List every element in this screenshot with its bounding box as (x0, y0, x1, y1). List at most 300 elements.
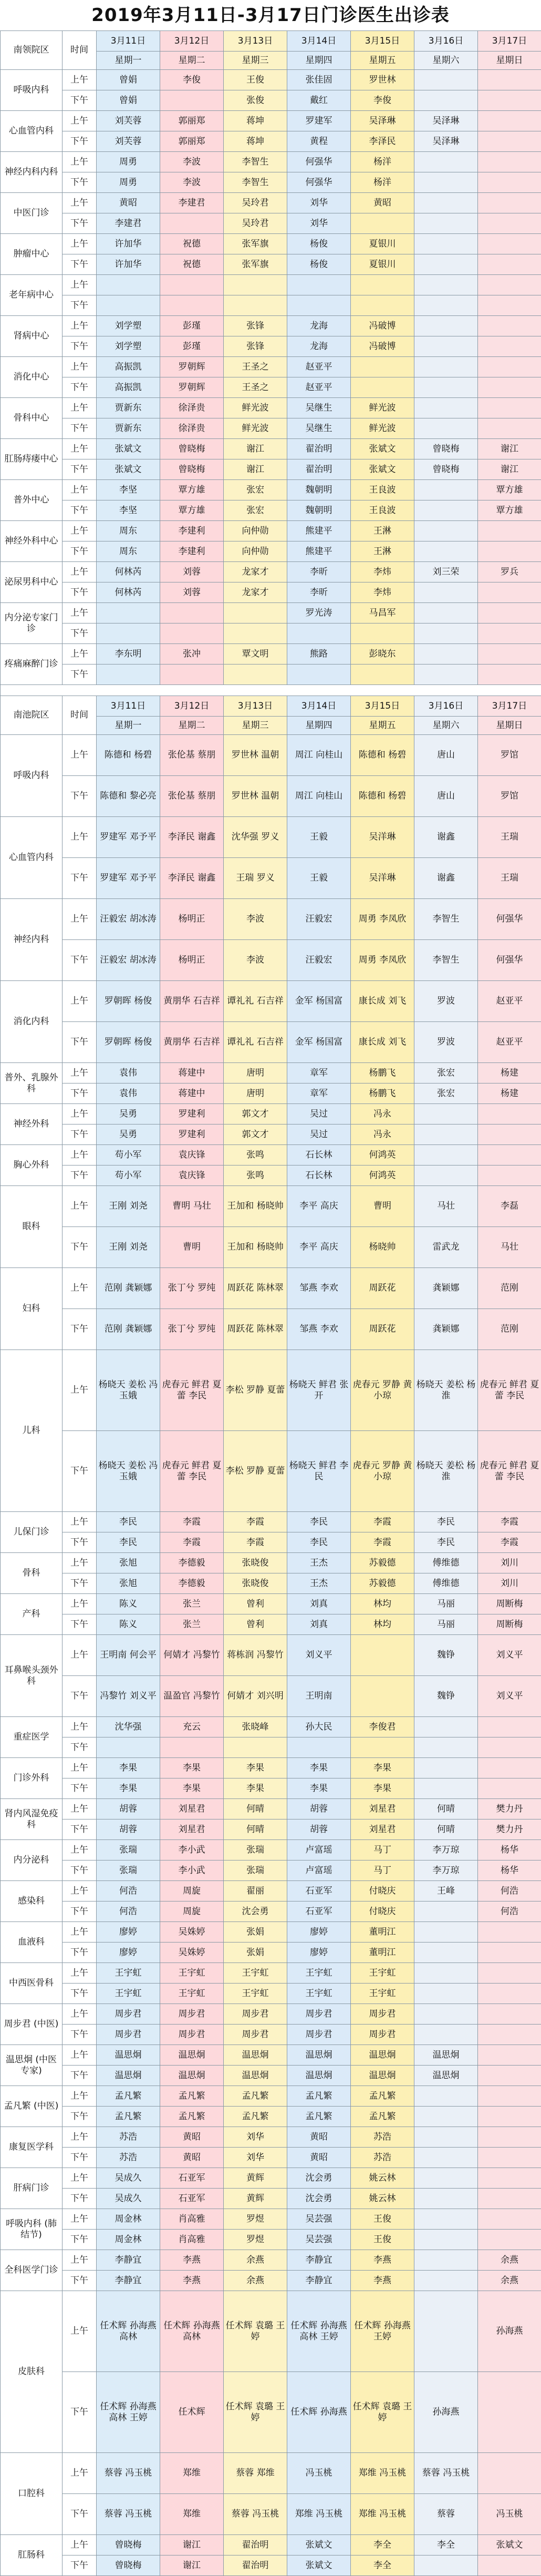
doctor-cell: 刘芙蓉 (97, 131, 160, 152)
doctor-cell: 覃方雄 (478, 500, 541, 521)
doctor-cell: 李俊 (160, 70, 224, 90)
doctor-cell: 龚颖娜 (414, 1268, 478, 1309)
doctor-cell: 冯永 (351, 1125, 414, 1145)
table-row (1, 1778, 541, 1799)
doctor-cell (478, 418, 541, 439)
table-row (1, 665, 541, 685)
doctor-cell: 温思炯 (224, 2066, 287, 2086)
doctor-cell (414, 2107, 478, 2127)
doctor-cell: 张冲 (160, 644, 224, 665)
doctor-cell: 李俊 (351, 90, 414, 111)
period-header: 时间 (63, 696, 97, 735)
doctor-cell: 陈德和 黎必亮 (97, 776, 160, 817)
doctor-cell: 李霞 (478, 1532, 541, 1553)
table-row (1, 2086, 541, 2107)
doctor-cell: 虎春元 鲜君 夏蕾 李民 (478, 1431, 541, 1512)
period-cell: 下午 (63, 623, 97, 644)
doctor-cell: 罗波 (414, 981, 478, 1022)
period-cell: 上午 (63, 2453, 97, 2494)
doctor-cell: 董明江 (351, 1943, 414, 1963)
doctor-cell (478, 2372, 541, 2453)
doctor-cell: 翟治明 (224, 2555, 287, 2576)
period-cell: 上午 (63, 521, 97, 541)
table-row (1, 1819, 541, 1840)
period-cell: 上午 (63, 2127, 97, 2148)
date-header: 3月16日 (414, 31, 478, 52)
period-cell: 下午 (63, 1227, 97, 1268)
doctor-cell: 李燕 (351, 2250, 414, 2271)
doctor-cell (224, 603, 287, 623)
doctor-cell: 温思炯 (160, 2066, 224, 2086)
period-cell: 上午 (63, 480, 97, 500)
period-cell: 下午 (63, 1819, 97, 1840)
doctor-cell: 罗世林 (351, 70, 414, 90)
table-row (1, 1350, 541, 1431)
doctor-cell: 廖婷 (97, 1922, 160, 1943)
doctor-cell: 胡蓉 (97, 1819, 160, 1840)
department-name: 呼吸内科 (肺结节) (1, 2209, 63, 2250)
doctor-cell: 刘华 (224, 2127, 287, 2148)
doctor-cell: 周金林 (97, 2230, 160, 2250)
period-cell: 下午 (63, 2107, 97, 2127)
table-row (1, 582, 541, 603)
doctor-cell (414, 623, 478, 644)
doctor-cell (287, 295, 351, 316)
doctor-cell (351, 377, 414, 398)
doctor-cell: 魏朝明 (287, 500, 351, 521)
doctor-cell: 李霞 (224, 1532, 287, 1553)
doctor-cell (414, 2230, 478, 2250)
doctor-cell: 李建君 (160, 193, 224, 213)
doctor-cell: 范刚 龚颖娜 (97, 1309, 160, 1350)
doctor-cell: 孟凡繁 (287, 2086, 351, 2107)
doctor-cell: 范刚 (478, 1309, 541, 1350)
doctor-cell: 罗馆 (478, 735, 541, 776)
doctor-cell (414, 152, 478, 172)
table-row (1, 2127, 541, 2148)
period-cell: 下午 (63, 940, 97, 981)
doctor-cell (414, 2189, 478, 2209)
doctor-cell: 刘华 (287, 193, 351, 213)
doctor-cell: 刘芙蓉 (97, 111, 160, 131)
table-row (1, 2555, 541, 2576)
doctor-cell: 付晓庆 (351, 1881, 414, 1902)
table-row (1, 2535, 541, 2555)
department-name: 门诊外科 (1, 1758, 63, 1799)
table-row (1, 2250, 541, 2271)
doctor-cell: 周步君 (160, 2004, 224, 2025)
table-row (1, 1799, 541, 1819)
doctor-cell (414, 480, 478, 500)
date-header: 3月15日 (351, 31, 414, 52)
doctor-cell (287, 275, 351, 295)
doctor-cell: 李果 (160, 1778, 224, 1799)
doctor-cell: 充云 (160, 1717, 224, 1737)
doctor-cell: 何鸿英 (351, 1166, 414, 1186)
doctor-cell (97, 665, 160, 685)
doctor-cell: 王宇虹 (351, 1984, 414, 2004)
doctor-cell: 罗建利 (160, 1104, 224, 1125)
doctor-cell (478, 1717, 541, 1737)
period-cell: 上午 (63, 2250, 97, 2271)
doctor-cell: 周步君 (287, 2004, 351, 2025)
doctor-cell: 翟治明 (287, 459, 351, 480)
doctor-cell: 孟凡繁 (160, 2086, 224, 2107)
doctor-cell: 冯破博 (351, 336, 414, 357)
doctor-cell (414, 521, 478, 541)
table-row (1, 817, 541, 858)
doctor-cell: 苟小军 (97, 1145, 160, 1166)
doctor-cell: 罗馆 (478, 776, 541, 817)
doctor-cell: 周东 (97, 541, 160, 562)
doctor-cell (160, 665, 224, 685)
doctor-cell: 李燕 (351, 2271, 414, 2291)
doctor-cell: 虎春元 罗静 黄小琼 (351, 1350, 414, 1431)
table-row (1, 1186, 541, 1227)
doctor-cell: 曾晓梅 (414, 439, 478, 459)
doctor-cell: 谢江 (224, 439, 287, 459)
doctor-cell: 王宇虹 (224, 1963, 287, 1984)
doctor-cell: 曹明 (351, 1186, 414, 1227)
period-cell: 上午 (63, 1268, 97, 1309)
doctor-cell: 李万琼 (414, 1840, 478, 1861)
doctor-cell (478, 213, 541, 234)
doctor-cell: 郑维 (160, 2494, 224, 2535)
doctor-cell: 马壮 (414, 1186, 478, 1227)
doctor-cell: 吴继生 (287, 418, 351, 439)
doctor-cell: 王圣之 (224, 377, 287, 398)
period-cell: 上午 (63, 817, 97, 858)
doctor-cell (414, 1943, 478, 1963)
doctor-cell: 任术辉 孙海燕 高林 王婷 (97, 2372, 160, 2453)
doctor-cell: 卢富瑶 (287, 1861, 351, 1881)
date-header: 3月12日 (160, 31, 224, 52)
period-cell: 下午 (63, 1902, 97, 1922)
period-cell: 上午 (63, 562, 97, 582)
date-header-row (1, 696, 541, 717)
doctor-cell: 吴成久 (97, 2168, 160, 2189)
table-row (1, 1758, 541, 1778)
doctor-cell (414, 500, 478, 521)
table-row (1, 193, 541, 213)
department-name: 血液科 (1, 1922, 63, 1963)
doctor-cell: 任术辉 孙海燕 (287, 2372, 351, 2453)
doctor-cell: 李建君 (97, 213, 160, 234)
doctor-cell (414, 357, 478, 377)
doctor-cell: 杨晓帅 (351, 1227, 414, 1268)
doctor-cell: 张兰 (160, 1594, 224, 1614)
doctor-cell (414, 2127, 478, 2148)
doctor-cell: 高振凯 (97, 357, 160, 377)
table-row (1, 2494, 541, 2535)
doctor-cell: 付晓庆 (351, 1902, 414, 1922)
doctor-cell: 何浩 (97, 1902, 160, 1922)
doctor-cell: 龚颖娜 (414, 1309, 478, 1350)
doctor-cell: 郑维 冯玉桃 (351, 2494, 414, 2535)
doctor-cell (478, 2025, 541, 2045)
doctor-cell (478, 336, 541, 357)
doctor-cell (414, 90, 478, 111)
doctor-cell (478, 172, 541, 193)
table-row (1, 2209, 541, 2230)
doctor-cell (478, 111, 541, 131)
period-cell: 下午 (63, 377, 97, 398)
doctor-cell: 何浩 (478, 1881, 541, 1902)
doctor-cell: 张锋 (224, 316, 287, 336)
table-row (1, 2045, 541, 2066)
date-header: 3月12日 (160, 696, 224, 717)
department-name: 产科 (1, 1594, 63, 1635)
doctor-cell: 蒋建中 (160, 1063, 224, 1083)
doctor-cell: 李果 (351, 1778, 414, 1799)
doctor-cell: 沈会勇 (287, 2189, 351, 2209)
doctor-cell (97, 275, 160, 295)
period-cell: 下午 (63, 336, 97, 357)
period-cell: 下午 (63, 1943, 97, 1963)
table-row (1, 1063, 541, 1083)
doctor-cell (478, 2127, 541, 2148)
doctor-cell: 吴成久 (97, 2189, 160, 2209)
doctor-cell: 温思炯 (97, 2045, 160, 2066)
doctor-cell: 张斌文 (97, 439, 160, 459)
doctor-cell: 蔡蓉 (414, 2494, 478, 2535)
department-name: 耳鼻喉头颈外科 (1, 1635, 63, 1717)
doctor-cell: 王刚 刘尧 (97, 1227, 160, 1268)
doctor-cell: 曾晓梅 (97, 2555, 160, 2576)
period-cell: 上午 (63, 1512, 97, 1532)
doctor-cell: 龙海 (287, 336, 351, 357)
doctor-cell: 孟凡繁 (287, 2107, 351, 2127)
doctor-cell: 李建利 (160, 541, 224, 562)
doctor-cell: 赵亚平 (478, 1022, 541, 1063)
doctor-cell (478, 1145, 541, 1166)
doctor-cell: 李松 罗静 夏蕾 (224, 1350, 287, 1431)
doctor-cell: 唐明 (224, 1083, 287, 1104)
doctor-cell (351, 1635, 414, 1676)
table-row (1, 2004, 541, 2025)
doctor-cell: 苏毅德 (351, 1573, 414, 1594)
table-row (1, 1145, 541, 1166)
weekday-header: 星期二 (160, 52, 224, 70)
doctor-cell: 李泽民 谢鑫 (160, 858, 224, 899)
doctor-cell: 杨俊 (287, 234, 351, 254)
period-cell: 上午 (63, 1840, 97, 1861)
doctor-cell: 傅维德 (414, 1573, 478, 1594)
doctor-cell: 张娟 (224, 1943, 287, 1963)
doctor-cell: 马丁 (351, 1861, 414, 1881)
doctor-cell: 罗建军 (287, 111, 351, 131)
period-cell: 上午 (63, 2168, 97, 2189)
doctor-cell: 虎春元 鲜君 夏蕾 李民 (160, 1350, 224, 1431)
table-row (1, 981, 541, 1022)
department-name: 呼吸内科 (1, 735, 63, 817)
doctor-cell: 罗建利 (160, 1125, 224, 1145)
doctor-cell (160, 1737, 224, 1758)
doctor-cell (414, 1104, 478, 1125)
doctor-cell: 郭丽郑 (160, 131, 224, 152)
table-row (1, 439, 541, 459)
doctor-cell (414, 295, 478, 316)
doctor-cell: 刘真 (287, 1594, 351, 1614)
doctor-cell: 马丽 (414, 1614, 478, 1635)
table-row (1, 623, 541, 644)
period-cell: 下午 (63, 1737, 97, 1758)
doctor-cell: 罗朝晖 杨俊 (97, 1022, 160, 1063)
doctor-cell: 李波 (160, 152, 224, 172)
table-row (1, 562, 541, 582)
doctor-cell: 王淋 (351, 541, 414, 562)
doctor-cell: 吴姝婷 (160, 1922, 224, 1943)
doctor-cell: 王毅 (287, 858, 351, 899)
doctor-cell: 李建利 (160, 521, 224, 541)
doctor-cell: 刘真 (287, 1614, 351, 1635)
doctor-cell (478, 2168, 541, 2189)
doctor-cell (414, 2209, 478, 2230)
doctor-cell: 孙大民 (287, 1717, 351, 1737)
doctor-cell: 吴勇 (97, 1125, 160, 1145)
doctor-cell: 唐山 (414, 735, 478, 776)
doctor-cell: 周江 向桂山 (287, 776, 351, 817)
doctor-cell (478, 234, 541, 254)
doctor-cell: 肖高雅 (160, 2209, 224, 2230)
period-cell: 下午 (63, 2555, 97, 2576)
doctor-cell: 孙海燕 (414, 2372, 478, 2453)
doctor-cell: 王宇虹 (97, 1984, 160, 2004)
doctor-cell: 周勇 (97, 152, 160, 172)
period-cell: 上午 (63, 1922, 97, 1943)
doctor-cell: 周断梅 (478, 1614, 541, 1635)
doctor-cell: 黄辉 (224, 2168, 287, 2189)
doctor-cell: 谢江 (160, 2535, 224, 2555)
doctor-cell: 王宇虹 (160, 1963, 224, 1984)
weekday-header: 星期一 (97, 52, 160, 70)
doctor-cell (414, 2168, 478, 2189)
doctor-cell (224, 275, 287, 295)
doctor-cell: 冯玉桃 (478, 2494, 541, 2535)
doctor-cell: 周旋 (160, 1881, 224, 1902)
doctor-cell: 袁伟 (97, 1083, 160, 1104)
doctor-cell: 谭礼礼 石吉祥 (224, 1022, 287, 1063)
doctor-cell: 谢鑫 (414, 817, 478, 858)
doctor-cell: 虎春元 罗静 黄小琼 (351, 1431, 414, 1512)
doctor-cell: 李炜 (351, 582, 414, 603)
doctor-cell: 袁庆锋 (160, 1166, 224, 1186)
weekday-header: 星期三 (224, 717, 287, 735)
table-row (1, 735, 541, 776)
doctor-cell: 李波 (160, 172, 224, 193)
doctor-cell: 龙家才 (224, 582, 287, 603)
doctor-cell: 任术辉 孙海燕 王婷 (351, 2291, 414, 2372)
doctor-cell: 周旋 (160, 1902, 224, 1922)
doctor-cell: 罗世林 温朝 (224, 776, 287, 817)
department-name: 普外、乳腺外科 (1, 1063, 63, 1104)
date-header: 3月14日 (287, 696, 351, 717)
doctor-cell: 曾娟 (97, 70, 160, 90)
doctor-cell: 孟凡繁 (97, 2086, 160, 2107)
doctor-cell: 夏银川 (351, 254, 414, 275)
doctor-cell: 王良波 (351, 500, 414, 521)
doctor-cell (414, 275, 478, 295)
period-cell: 上午 (63, 1145, 97, 1166)
doctor-cell: 张旭 (97, 1573, 160, 1594)
doctor-cell: 李燕 (160, 2271, 224, 2291)
period-cell: 下午 (63, 295, 97, 316)
table-row (1, 1963, 541, 1984)
doctor-cell (414, 70, 478, 90)
doctor-cell: 张鸣 (224, 1166, 287, 1186)
doctor-cell: 沈会勇 (224, 1902, 287, 1922)
doctor-cell: 张伦基 蔡朋 (160, 735, 224, 776)
doctor-cell (478, 90, 541, 111)
table-row (1, 521, 541, 541)
doctor-cell (224, 665, 287, 685)
period-cell: 下午 (63, 2066, 97, 2086)
period-cell: 下午 (63, 2148, 97, 2168)
doctor-cell: 李民 (97, 1532, 160, 1553)
period-cell: 下午 (63, 1125, 97, 1145)
doctor-cell: 李果 (287, 1758, 351, 1778)
doctor-cell: 廖婷 (97, 1943, 160, 1963)
doctor-cell: 唐明 (224, 1063, 287, 1083)
doctor-cell: 罗煜 (224, 2209, 287, 2230)
doctor-cell: 周金林 (97, 2209, 160, 2230)
doctor-cell: 李燕 (160, 2250, 224, 2271)
doctor-cell (351, 295, 414, 316)
table-row (1, 776, 541, 817)
doctor-cell: 李智生 (224, 152, 287, 172)
doctor-cell: 王加和 杨晓帅 (224, 1186, 287, 1227)
doctor-cell: 袁伟 (97, 1063, 160, 1083)
doctor-cell (478, 521, 541, 541)
doctor-cell: 李全 (351, 2535, 414, 2555)
doctor-cell (478, 2107, 541, 2127)
doctor-cell: 陈义 (97, 1594, 160, 1614)
department-name: 肛肠痔瘘中心 (1, 439, 63, 480)
doctor-cell: 张斌文 (97, 459, 160, 480)
table-row (1, 1984, 541, 2004)
table-row (1, 1104, 541, 1125)
table-row (1, 2025, 541, 2045)
doctor-cell: 李民 (287, 1512, 351, 1532)
period-cell: 下午 (63, 2494, 97, 2535)
doctor-cell: 金军 杨国富 (287, 1022, 351, 1063)
table-row (1, 2271, 541, 2291)
doctor-cell: 周步君 (224, 2004, 287, 2025)
doctor-cell: 黄朋华 石吉祥 (160, 981, 224, 1022)
doctor-cell: 苏浩 (351, 2127, 414, 2148)
doctor-cell (478, 2189, 541, 2209)
doctor-cell: 张宏 (224, 500, 287, 521)
doctor-cell: 何强华 (478, 899, 541, 940)
doctor-cell: 周步君 (287, 2025, 351, 2045)
table-row (1, 2148, 541, 2168)
doctor-cell (414, 2004, 478, 2025)
doctor-cell: 周东 (97, 521, 160, 541)
doctor-cell: 彭瑾 (160, 336, 224, 357)
doctor-cell (160, 295, 224, 316)
doctor-cell: 覃方雄 (160, 500, 224, 521)
doctor-cell (478, 1922, 541, 1943)
doctor-cell: 康长成 刘飞 (351, 1022, 414, 1063)
doctor-cell: 姚云林 (351, 2189, 414, 2209)
table-row (1, 603, 541, 623)
period-cell: 上午 (63, 1350, 97, 1431)
doctor-cell: 周跃花 (351, 1268, 414, 1309)
department-name: 内分泌专家门诊 (1, 603, 63, 644)
doctor-cell (414, 1737, 478, 1758)
department-name: 消化中心 (1, 357, 63, 398)
doctor-cell: 林均 (351, 1594, 414, 1614)
